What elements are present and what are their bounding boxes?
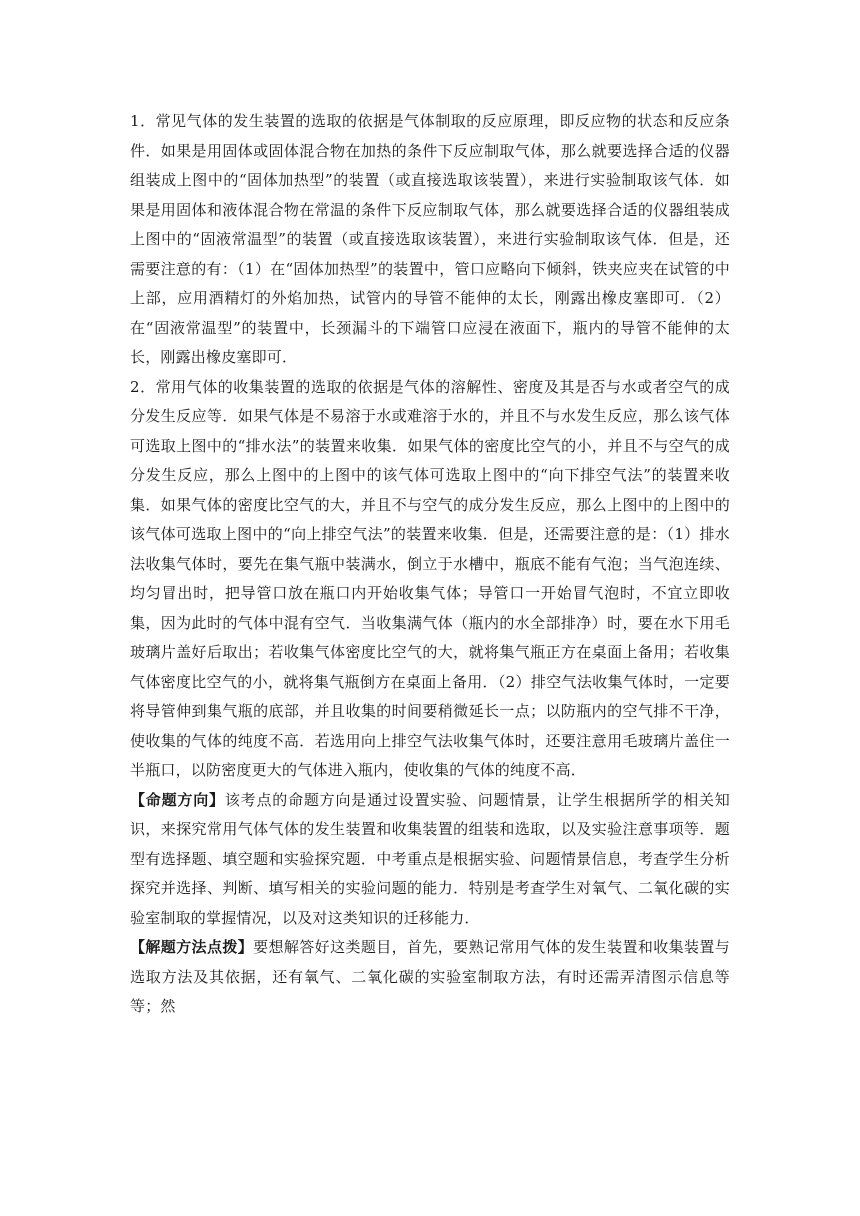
- exam-direction-text: 该考点的命题方向是通过设置实验、问题情景，让学生根据所学的相关知识，来探究常用气体气体的发生装置和收集装置的组装和选取，以及实验注意事项等．题型有选择题、填空题和实验探究题．中考重点是根据实验、问题情景信息，考查学生分析探究并选择、判断、填写相关的实验问题的能力．特别是考查学生对氧气、二氧化碳的实验室制取的掌握情况，以及对这类知识的迁移能力．: [130, 790, 731, 927]
- paragraph-gas-generation: 1．常见气体的发生装置的选取的依据是气体制取的反应原理，即反应物的状态和反应条件．如果是用固体或固体混合物在加热的条件下反应制取气体，那么就要选择合适的仪器组装成上图中的“固体加热型”的装置（或直接选取该装置），来进行实验制取该气体．如果是用固体和液体混合物在常温的条件下反应制取气体，那么就要选择合适的仪器组装成上图中的“固液常温型”的装置（或直接选取该装置），来进行实验制取该气体．但是，还需要注意的有：（1）在“固体加热型”的装置中，管口应略向下倾斜，铁夹应夹在试管的中上部，应用酒精灯的外焰加热，试管内的导管不能伸的太长，刚露出橡皮塞即可．（2）在“固液常温型”的装置中，长颈漏斗的下端管口应浸在液面下，瓶内的导管不能伸的太长，刚露出橡皮塞即可．: [130, 112, 730, 366]
- paragraph-gas-collection: 2．常用气体的收集装置的选取的依据是气体的溶解性、密度及其是否与水或者空气的成分发生反应等．如果气体是不易溶于水或难溶于水的，并且不与水发生反应，那么该气体可选取上图中的“排水法”的装置来收集．如果气体的密度比空气的小，并且不与空气的成分发生反应，那么上图中的上图中的该气体可选取上图中的“向下排空气法”的装置来收集．如果气体的密度比空气的大，并且不与空气的成分发生反应，那么上图中的上图中的该气体可选取上图中的“向上排空气法”的装置来收集．但是，还需要注意的是：（1）排水法收集气体时，要先在集气瓶中装满水，倒立于水槽中，瓶底不能有气泡；当气泡连续、均匀冒出时，把导管口放在瓶口内开始收集气体；导管口一开始冒气泡时，不宜立即收集，因为此时的气体中混有空气．当收集满气体（瓶内的水全部排净）时，要在水下用毛玻璃片盖好后取出；若收集气体密度比空气的大，就将集气瓶正方在桌面上备用；若收集气体密度比空气的小，就将集气瓶倒方在桌面上备用．（2）排空气法收集气体时，一定要将导管伸到集气瓶的底部，并且收集的时间要稍微延长一点；以防瓶内的空气排不干净，使收集的气体的纯度不高．若选用向上排空气法收集气体时，还要注意用毛玻璃片盖住一半瓶口，以防密度更大的气体进入瓶内，使收集的气体的纯度不高．: [130, 377, 730, 779]
- exam-direction-heading: 【命题方向】: [130, 790, 225, 809]
- document-body: [130, 107, 730, 1022]
- solving-method-heading: 【解题方法点拨】: [130, 938, 254, 956]
- paragraph-solving-method: [130, 933, 730, 1022]
- solving-method-text: 要想解答好这类题目，首先，要熟记常用气体的发生装置和收集装置与选取方法及其依据，还有氧气、二氧化碳的实验室制取方法，有时还需弄清图示信息等等；然: [130, 938, 730, 1015]
- paragraph-exam-direction: [130, 786, 730, 934]
